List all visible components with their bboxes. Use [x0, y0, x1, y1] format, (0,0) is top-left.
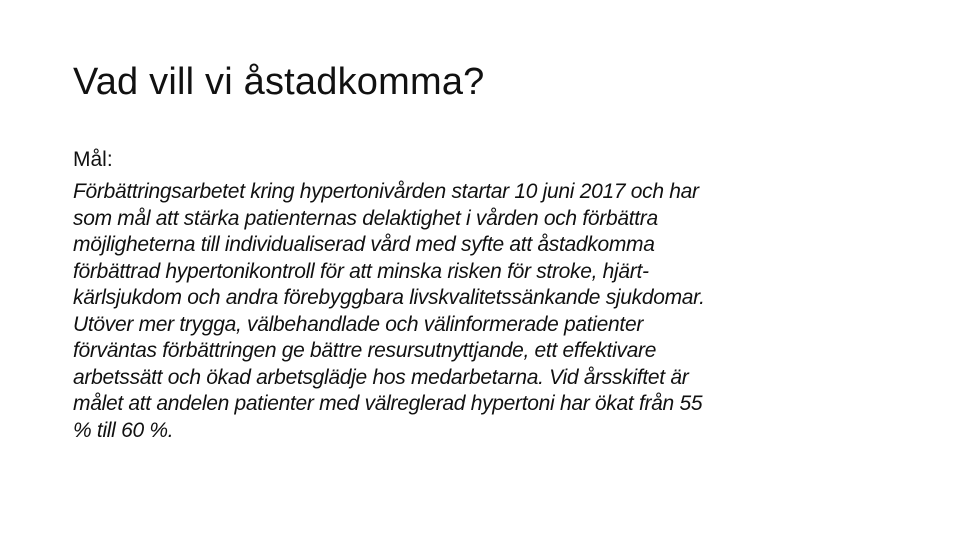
goal-body — [73, 179, 705, 444]
body-line: möjligheterna till individualiserad vård med syfte att åstadkomma — [73, 233, 655, 256]
body-line: kärlsjukdom och andra förebyggbara livskvalitetssänkande sjukdomar. — [73, 286, 705, 309]
body-line: förväntas förbättringen ge bättre resursutnyttjande, ett effektivare — [73, 339, 657, 362]
body-line: Utöver mer trygga, välbehandlade och välinformerade patienter — [73, 312, 644, 336]
body-line: som mål att stärka patienternas delaktighet i vården och förbättra — [73, 206, 658, 230]
body-line: Förbättringsarbetet kring hypertonivården startar 10 juni 2017 och har — [73, 180, 699, 203]
goal-heading: Mål: — [73, 148, 113, 171]
body-line: arbetssätt och ökad arbetsglädje hos medarbetarna. Vid årsskiftet är — [73, 365, 689, 389]
body-line: förbättrad hypertonikontroll för att minska risken för stroke, hjärt- — [73, 259, 649, 283]
body-line: % till 60 %. — [73, 418, 174, 442]
slide-title: Vad vill vi åstadkomma? — [73, 61, 485, 103]
body-line: målet att andelen patienter med välreglerad hypertoni har ökat från 55 — [73, 392, 703, 415]
